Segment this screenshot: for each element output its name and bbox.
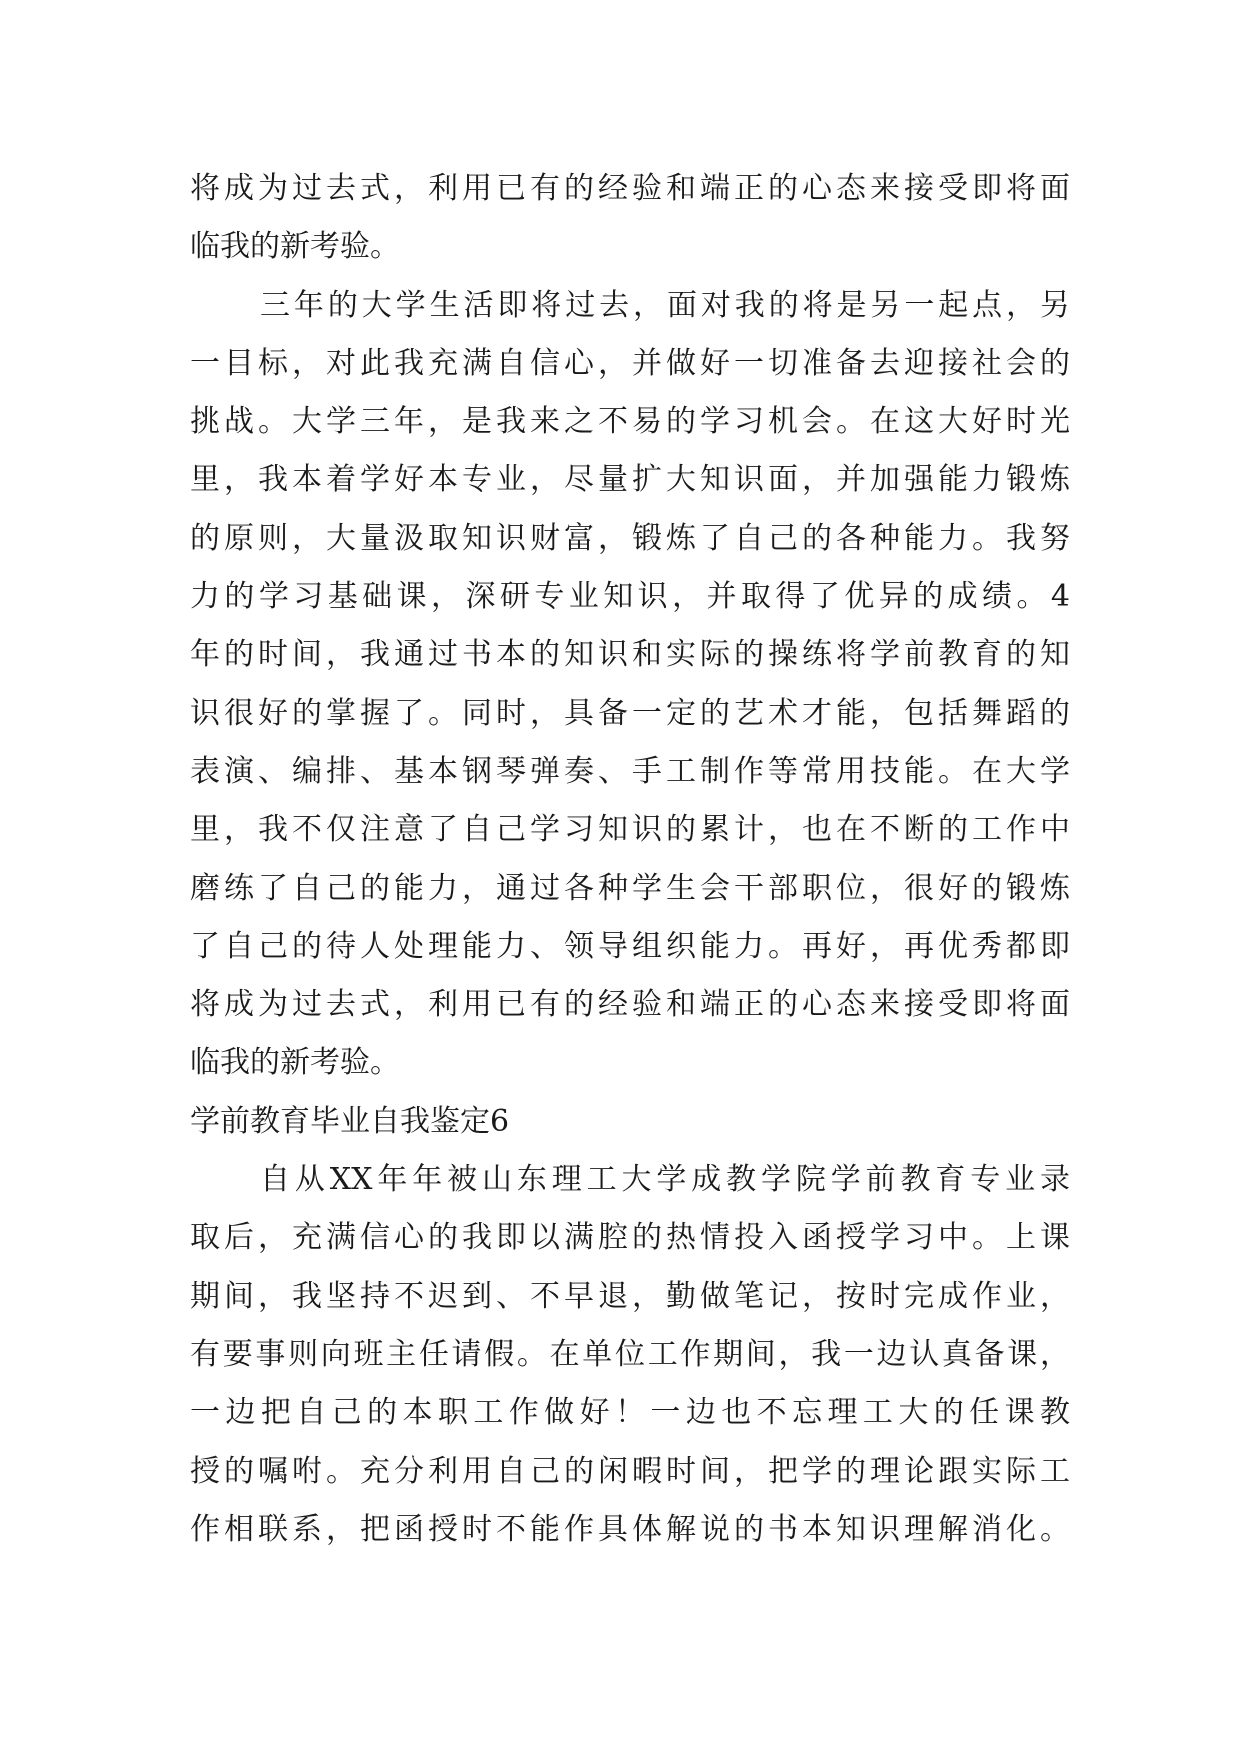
text-line: 表演、编排、基本钢琴弹奏、手工制作等常用技能。在大学 <box>190 753 1070 789</box>
text-line: 一目标，对此我充满自信心，并做好一切准备去迎接社会的 <box>190 345 1070 381</box>
text-line: 的原则，大量汲取知识财富，锻炼了自己的各种能力。我努 <box>190 520 1070 556</box>
text-line: 一边把自己的本职工作做好！一边也不忘理工大的任课教 <box>190 1395 1070 1431</box>
text-line: 年的时间，我通过书本的知识和实际的操练将学前教育的知 <box>190 637 1070 673</box>
text-line: 作相联系，把函授时不能作具体解说的书本知识理解消化。 <box>190 1511 1070 1547</box>
paragraph-2 <box>190 277 1070 1093</box>
section-heading: 学前教育毕业自我鉴定6 <box>190 1103 510 1139</box>
text-line: 期间，我坚持不迟到、不早退，勤做笔记，按时完成作业， <box>190 1278 1070 1314</box>
text-line: 了自己的待人处理能力、领导组织能力。再好，再优秀都即 <box>190 928 1070 964</box>
paragraph-3 <box>190 1151 1070 1559</box>
text-line: 取后，充满信心的我即以满腔的热情投入函授学习中。上课 <box>190 1220 1070 1256</box>
text-line: 临我的新考验。 <box>190 1045 400 1081</box>
text-line: 力的学习基础课，深研专业知识，并取得了优异的成绩。4 <box>190 579 1070 615</box>
text-line: 里，我不仅注意了自己学习知识的累计，也在不断的工作中 <box>190 812 1070 848</box>
text-line: 磨练了自己的能力，通过各种学生会干部职位，很好的锻炼 <box>190 870 1070 906</box>
text-line: 将成为过去式，利用已有的经验和端正的心态来接受即将面 <box>190 987 1070 1023</box>
text-line: 三年的大学生活即将过去，面对我的将是另一起点，另 <box>260 287 1070 323</box>
text-line: 授的嘱咐。充分利用自己的闲暇时间，把学的理论跟实际工 <box>190 1453 1070 1489</box>
text-line: 将成为过去式，利用已有的经验和端正的心态来接受即将面 <box>190 171 1070 206</box>
text-line: 里，我本着学好本专业，尽量扩大知识面，并加强能力锻炼 <box>190 462 1070 498</box>
text-line: 挑战。大学三年，是我来之不易的学习机会。在这大好时光 <box>190 404 1070 440</box>
text-line: 有要事则向班主任请假。在单位工作期间，我一边认真备课， <box>190 1336 1070 1372</box>
document-body <box>190 160 1070 1559</box>
text-line: 自从XX年年被山东理工大学成教学院学前教育专业录 <box>260 1162 1070 1198</box>
paragraph-1 <box>190 160 1070 277</box>
text-line: 识很好的掌握了。同时，具备一定的艺术才能，包括舞蹈的 <box>190 695 1070 731</box>
text-line: 临我的新考验。 <box>190 229 400 265</box>
